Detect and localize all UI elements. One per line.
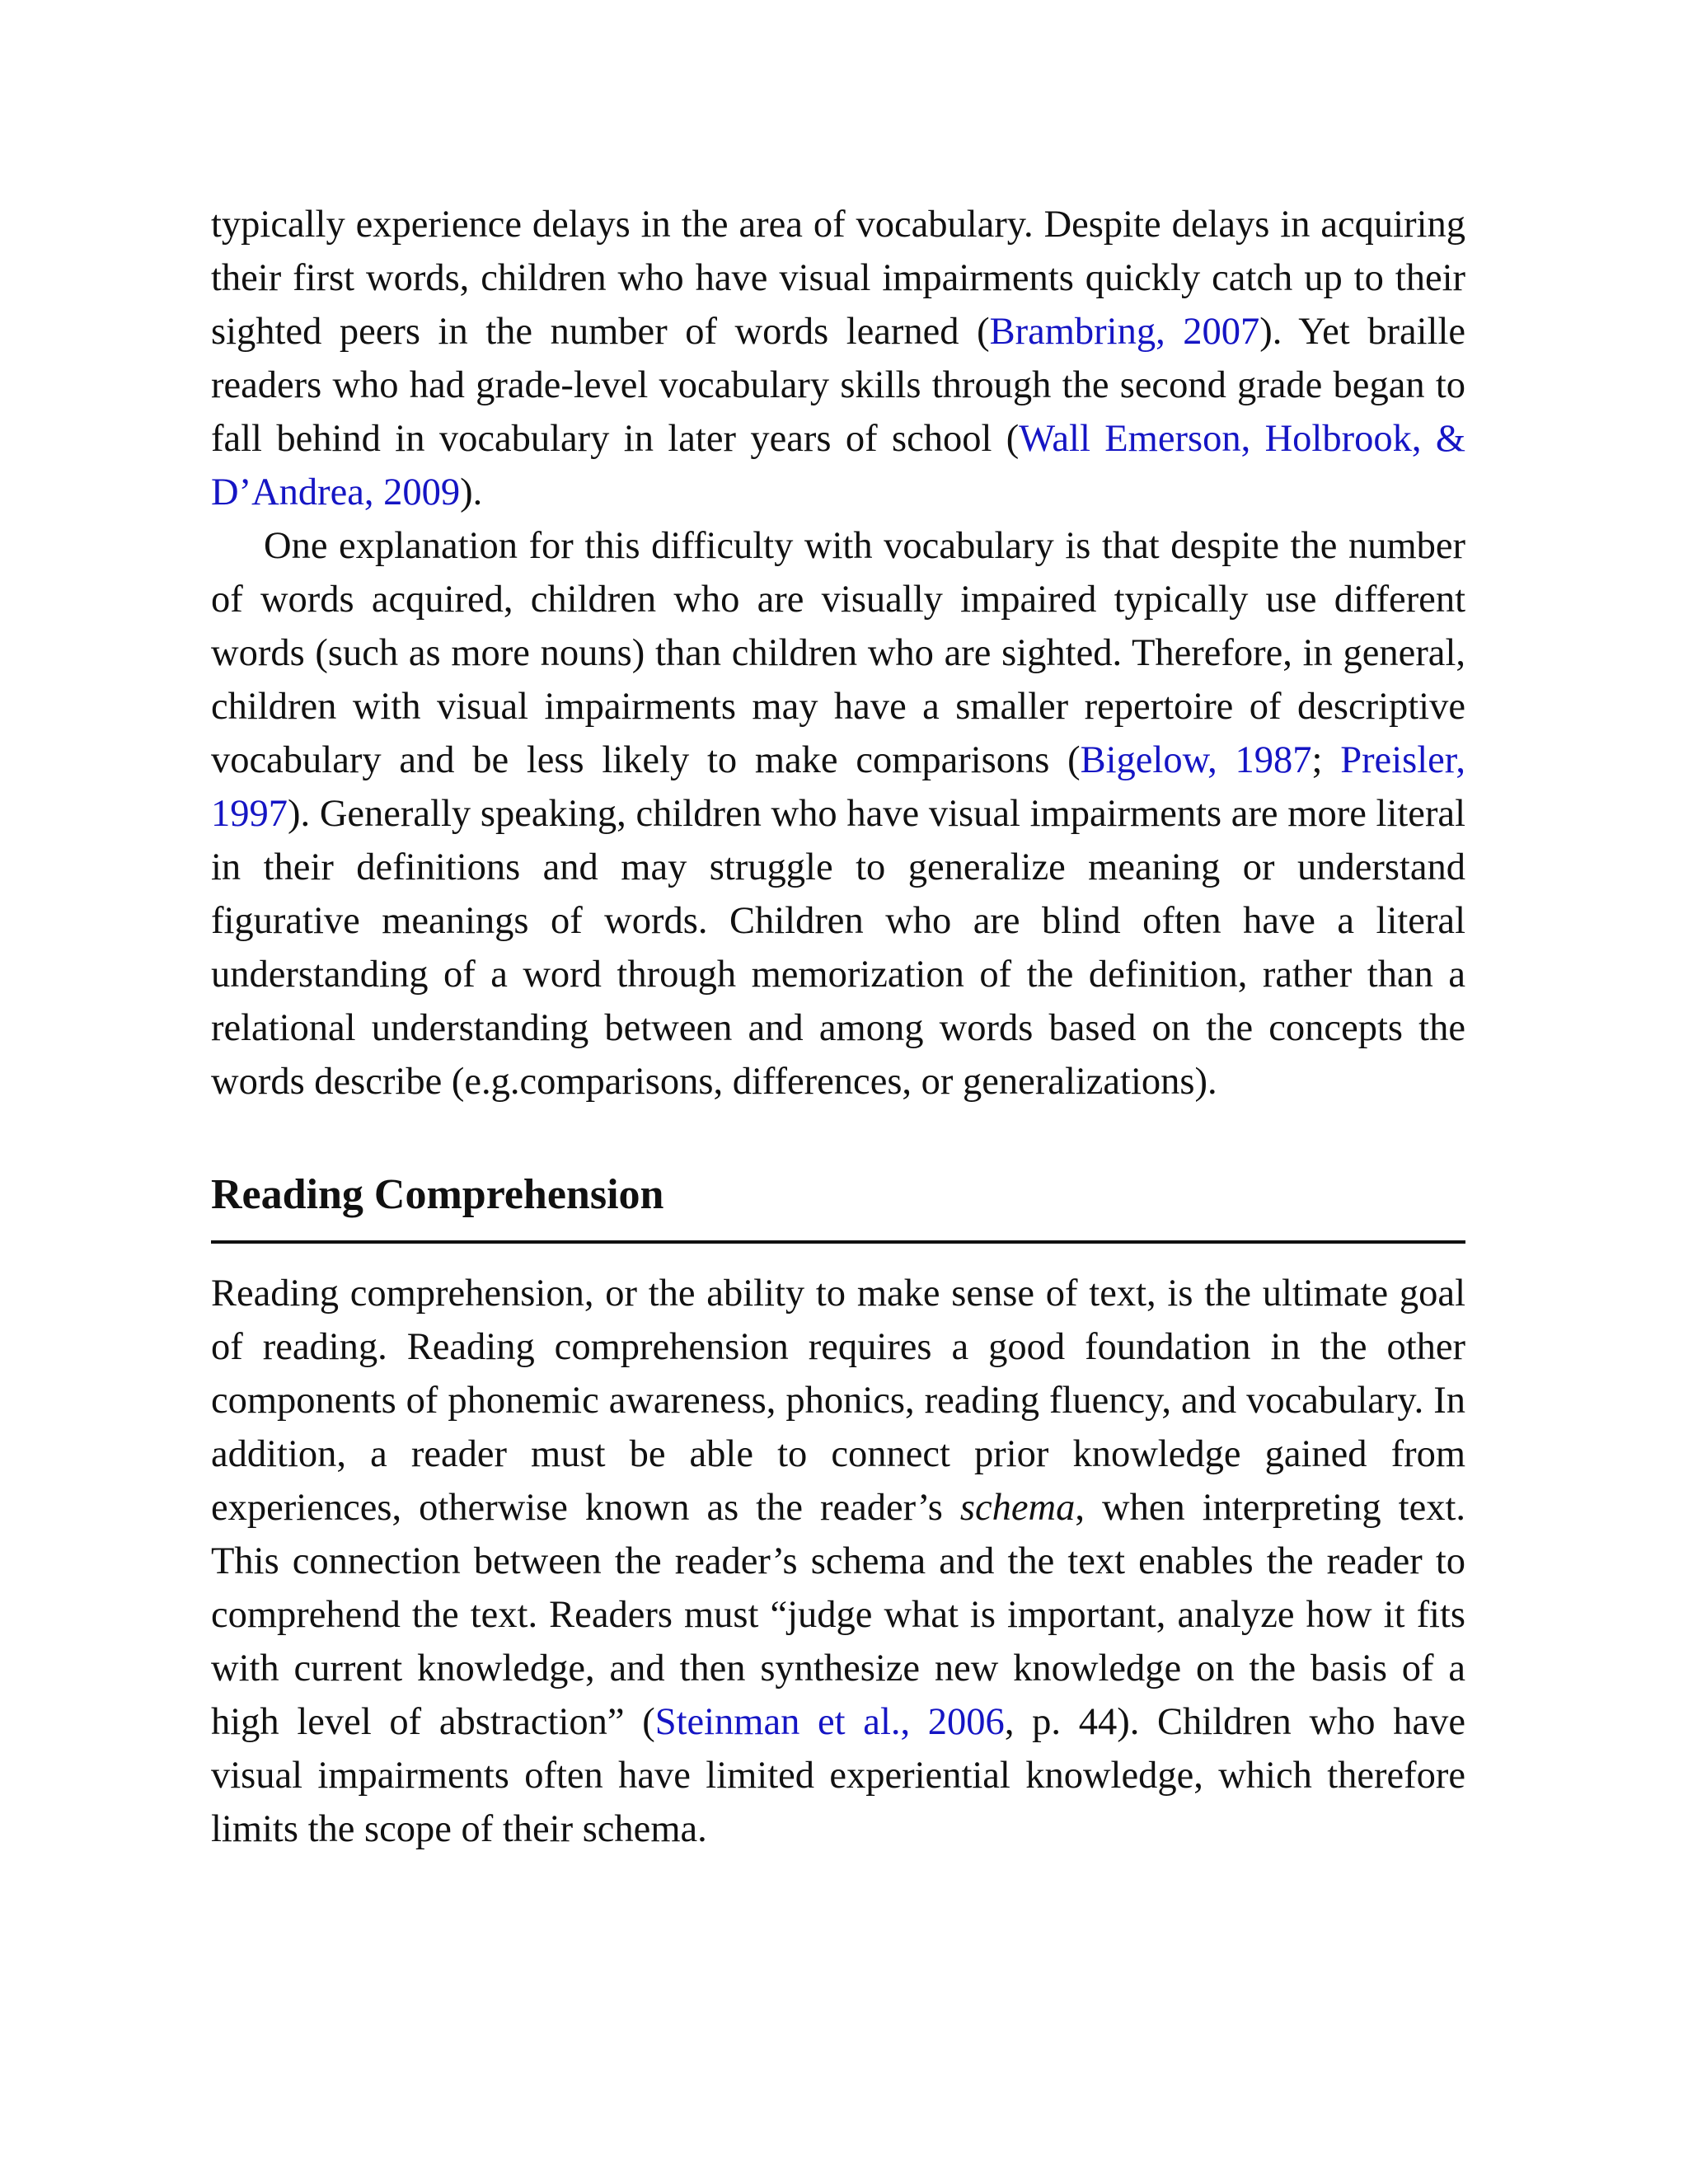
- paragraph-reading-comprehension: [211, 1267, 1465, 1856]
- paragraph-text: typically experience delays in the area of vocabulary. Despite delays in acquiring their first words, children who have visual impairments quickly catch up to their sighted peers in the number of words learned (: [211, 204, 1465, 353]
- document-page: [211, 198, 1465, 1856]
- section-heading-reading-comprehension: Reading Comprehension: [211, 1168, 1465, 1244]
- paragraph-vocabulary-explanation: [211, 519, 1465, 1108]
- citation-link-brambring-2007[interactable]: Brambring, 2007: [989, 311, 1260, 353]
- citation-link-wall-emerson-2009[interactable]: Wall Emerson, Holbrook, & D’Andrea, 2009: [211, 418, 1465, 513]
- paragraph-text: One explanation for this difficulty with vocabulary is that despite the number of words acquired, children who are visually impaired typically use different words (such as more nouns) than children who are sighted. Therefore, in general, children with visual impairments may have a smaller repertoire of descriptive vocabulary and be less likely to make comparisons (: [211, 525, 1465, 781]
- paragraph-vocabulary-delays: [211, 198, 1465, 519]
- citation-link-bigelow-1987[interactable]: Bigelow, 1987: [1080, 739, 1312, 781]
- paragraph-text: ). Yet braille readers who had grade-level vocabulary skills through the second grade began to fall behind in vocabulary in later years of school (: [211, 311, 1466, 460]
- paragraph-text: , when interpreting text. This connection between the reader’s schema and the text enables the reader to comprehend the text. Readers must “judge what is important, analyze how it fits with current knowledge, and then synthesize new knowledge on the basis of a high level of abstraction” (: [211, 1487, 1465, 1743]
- paragraph-text: ). Generally speaking, children who have visual impairments are more literal in their definitions and may struggle to generalize meaning or understand figurative meanings of words. Children who are blind often have a literal understanding of a word through memorization of the definition, rather than a relational understanding between and among words based on the concepts the words describe (e.g.comparisons, differences, or generalizations).: [211, 793, 1465, 1103]
- citation-link-steinman-2006[interactable]: Steinman et al., 2006: [654, 1701, 1005, 1743]
- paragraph-text: , p. 44). Children who have visual impairments often have limited experiential knowledge, which therefore limits the scope of their schema.: [211, 1701, 1465, 1850]
- citation-link-preisler-1997[interactable]: Preisler, 1997: [211, 739, 1466, 835]
- paragraph-text: ;: [1311, 739, 1341, 781]
- paragraph-text: ).: [460, 471, 483, 513]
- paragraph-text: Reading comprehension, or the ability to make sense of text, is the ultimate goal of reading. Reading comprehension requires a good foundation in the other components of phonemic awareness, phonics, reading fluency, and vocabulary. In addition, a reader must be able to connect prior knowledge gained from experiences, otherwise known as the reader’s: [211, 1272, 1465, 1529]
- emphasis-schema: schema: [959, 1487, 1076, 1529]
